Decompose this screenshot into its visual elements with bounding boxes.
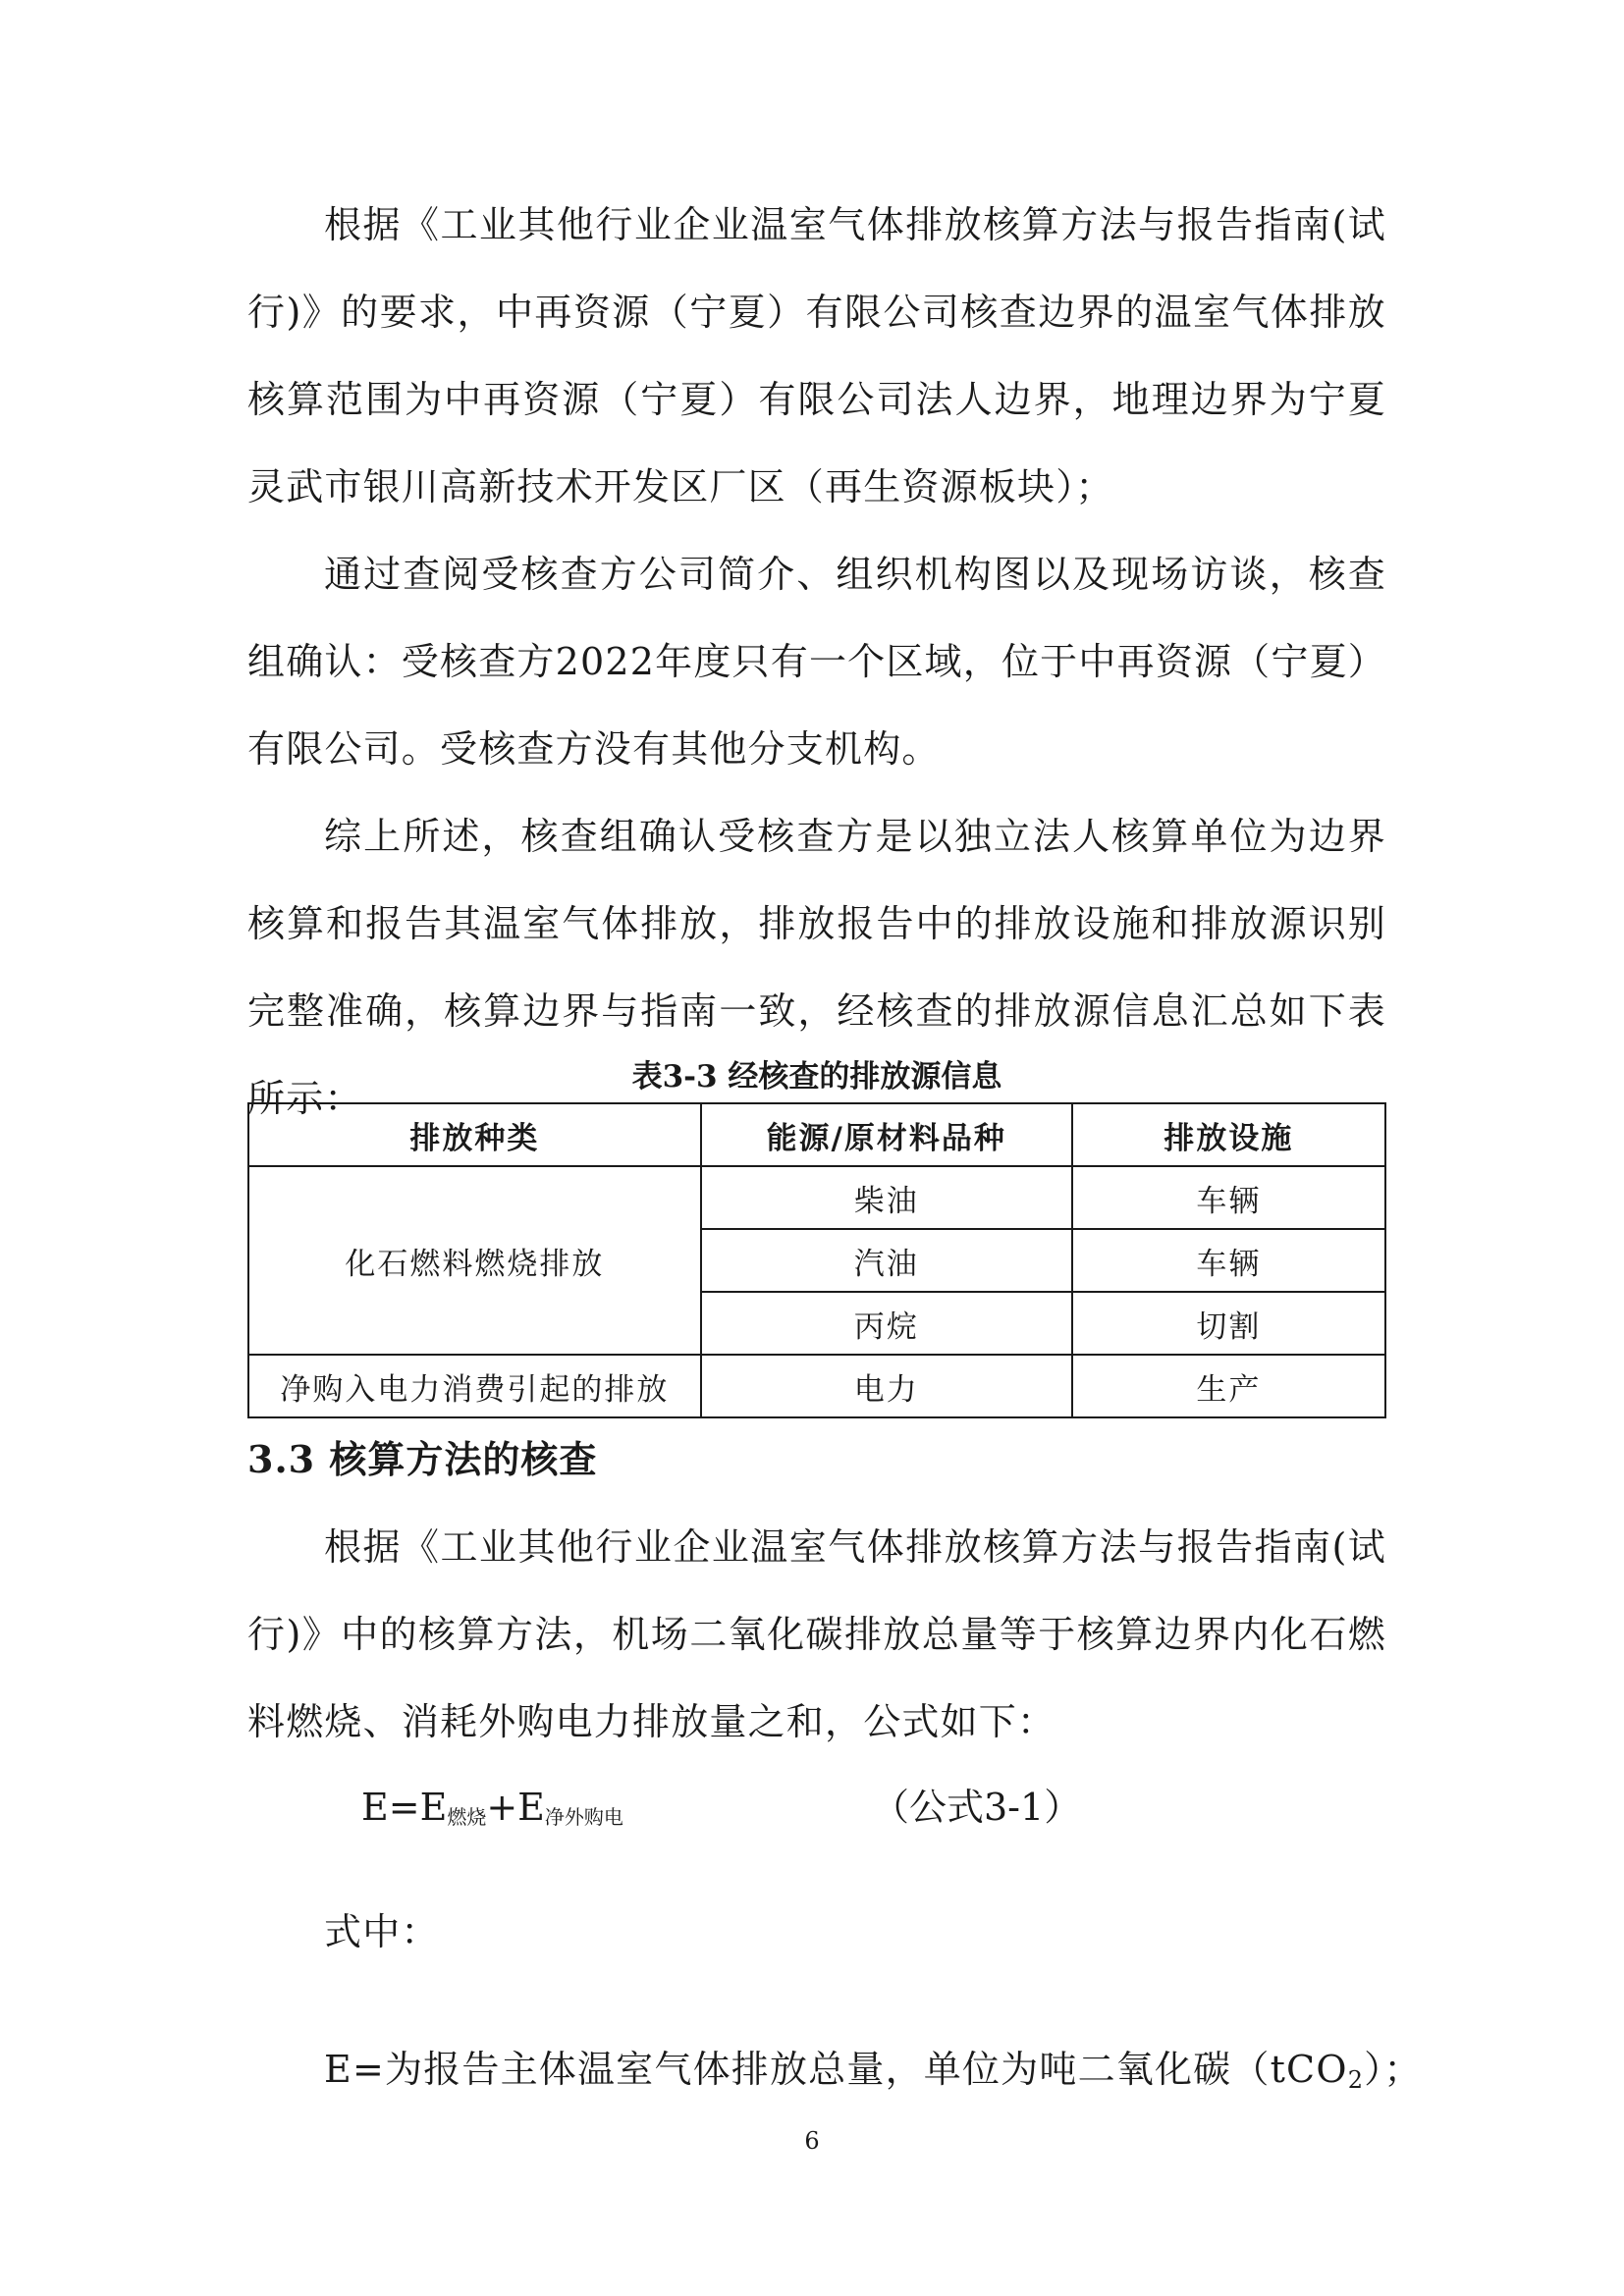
paragraph-summary: 综上所述，核查组确认受核查方是以独立法人核算单位为边界核算和报告其温室气体排放，排放报告中的排放设施和排放源识别完整准确，核算边界与指南一致，经核查的排放源信息汇总如下表所示： xyxy=(247,815,1386,1120)
cell-facility: 车辆 xyxy=(1072,1166,1385,1229)
table-row xyxy=(248,1166,1385,1229)
formula-lhs: E=E xyxy=(361,1786,448,1829)
header-energy-material: 能源/原材料品种 xyxy=(701,1103,1072,1166)
cell-energy: 柴油 xyxy=(701,1166,1072,1229)
definition-e xyxy=(324,2040,1423,2109)
cell-electricity-emission: 净购入电力消费引起的排放 xyxy=(248,1355,701,1417)
cell-facility: 切割 xyxy=(1072,1292,1385,1355)
cell-energy: 电力 xyxy=(701,1355,1072,1417)
definition-tail: ）； xyxy=(1364,2048,1423,2091)
definition-text: E=为报告主体温室气体排放总量，单位为吨二氧化碳（tCO xyxy=(324,2048,1348,2091)
paragraph-method: 根据《工业其他行业企业温室气体排放核算方法与报告指南(试行)》中的核算方法，机场二氧化碳排放总量等于核算边界内化石燃料燃烧、消耗外购电力排放量之和，公式如下： xyxy=(247,1525,1386,1743)
cell-fossil-fuel-combustion: 化石燃料燃烧排放 xyxy=(248,1166,701,1355)
cell-energy: 汽油 xyxy=(701,1229,1072,1292)
table-row xyxy=(248,1355,1385,1417)
header-emission-type: 排放种类 xyxy=(248,1103,701,1166)
section-heading: 3.3 核算方法的核查 xyxy=(247,1437,598,1481)
formula-subscript-electricity: 净外购电 xyxy=(544,1805,623,1829)
cell-facility: 车辆 xyxy=(1072,1229,1385,1292)
paragraph-organization-review: 通过查阅受核查方公司简介、组织机构图以及现场访谈，核查组确认：受核查方2022年度只有一个区域，位于中再资源（宁夏）有限公司。受核查方没有其他分支机构。 xyxy=(247,553,1386,771)
definition-subscript: 2 xyxy=(1347,2066,1365,2094)
formula-number: （公式3-1） xyxy=(872,1786,1082,1829)
formula-subscript-combustion: 燃烧 xyxy=(447,1805,487,1829)
paragraph-boundary-scope: 根据《工业其他行业企业温室气体排放核算方法与报告指南(试行)》的要求，中再资源（宁夏）有限公司核查边界的温室气体排放核算范围为中再资源（宁夏）有限公司法人边界，地理边界为宁夏灵武市银川高新技术开发区厂区（再生资源板块）； xyxy=(247,203,1386,508)
formula-plus: +E xyxy=(486,1786,545,1829)
header-emission-facility: 排放设施 xyxy=(1072,1103,1385,1166)
formula-3-1 xyxy=(361,1778,1402,1846)
table-header-row xyxy=(248,1103,1385,1166)
cell-energy: 丙烷 xyxy=(701,1292,1072,1355)
emission-source-table xyxy=(247,1102,1386,1418)
where-label: 式中： xyxy=(324,1910,440,1953)
table-caption: 表3-3 经核查的排放源信息 xyxy=(631,1059,1002,1095)
page-number: 6 xyxy=(804,2127,820,2155)
cell-facility: 生产 xyxy=(1072,1355,1385,1417)
